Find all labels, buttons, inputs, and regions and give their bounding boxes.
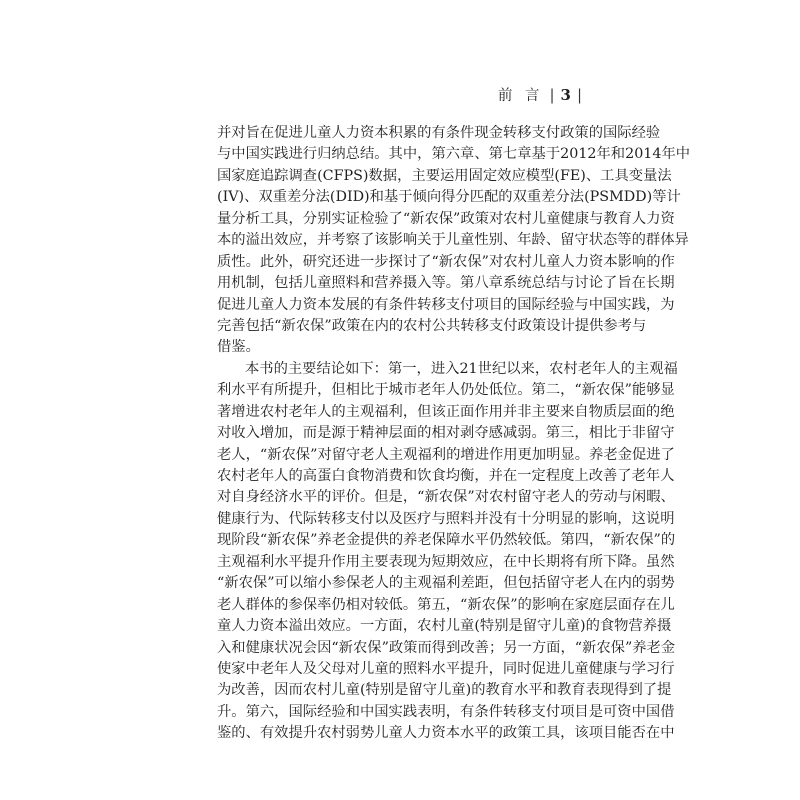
running-head — [498, 84, 582, 105]
page-number: 3 — [560, 85, 571, 104]
text-line: 本的溢出效应，并考察了该影响关于儿童性别、年龄、留守状态等的群体异 — [217, 232, 689, 249]
text-line: (IV)、双重差分法(DID)和基于倾向得分匹配的双重差分法(PSMDD)等计 — [217, 189, 681, 206]
text-line: 国家庭追踪调查(CFPS)数据，主要运用固定效应模型(FE)、工具变量法 — [217, 167, 672, 184]
text-line: 与中国实践进行归纳总结。其中，第六章、第七章基于2012年和2014年中 — [217, 146, 691, 163]
text-line: 主观福利水平提升作用主要表现为短期效应，在中长期将有所下降。虽然 — [217, 553, 675, 570]
text-line: 为改善，因而农村儿童(特别是留守儿童)的教育水平和教育表现得到了提 — [217, 682, 672, 699]
header-end-mark: | — [576, 85, 582, 104]
text-line: 入和健康状况会因“新农保”政策而得到改善；另一方面，“新农保”养老金 — [217, 639, 676, 656]
text-line: 促进儿童人力资本发展的有条件转移支付项目的国际经验与中国实践，为 — [217, 296, 675, 313]
text-line: “新农保”可以缩小参保老人的主观福利差距，但包括留守老人在内的弱势 — [217, 575, 675, 592]
text-line: 利水平有所提升，但相比于城市老年人仍处低位。第二，“新农保”能够显 — [217, 382, 675, 399]
text-line: 鉴的、有效提升农村弱势儿童人力资本水平的政策工具，该项目能否在中 — [217, 725, 675, 742]
text-line: 本书的主要结论如下：第一，进入21世纪以来，农村老年人的主观福 — [245, 360, 678, 377]
text-line: 现阶段“新农保”养老金提供的养老保障水平仍然较低。第四，“新农保”的 — [217, 532, 676, 549]
text-line: 量分析工具，分别实证检验了“新农保”政策对农村儿童健康与教育人力资 — [217, 210, 675, 227]
text-line: 老人，“新农保”对留守老人主观福利的增进作用更加明显。养老金促进了 — [217, 446, 675, 463]
text-line: 童人力资本溢出效应。一方面，农村儿童(特别是留守儿童)的食物营养摄 — [217, 618, 672, 635]
text-line: 对收入增加，而是源于精神层面的相对剥夺感减弱。第三，相比于非留守 — [217, 425, 675, 442]
text-line: 对自身经济水平的评价。但是，“新农保”对农村留守老人的劳动与闲暇、 — [217, 489, 675, 506]
text-line: 使家中老年人及父母对儿童的照料水平提升，同时促进儿童健康与学习行 — [217, 660, 675, 677]
header-separator: | — [549, 85, 555, 104]
text-line: 健康行为、代际转移支付以及医疗与照料并没有十分明显的影响，这说明 — [217, 510, 675, 527]
text-line: 质性。此外，研究还进一步探讨了“新农保”对农村儿童人力资本影响的作 — [217, 253, 675, 270]
text-line: 农村老年人的高蛋白食物消费和饮食均衡，并在一定程度上改善了老年人 — [217, 468, 675, 484]
text-line: 借鉴。 — [217, 339, 260, 356]
text-line: 升。第六，国际经验和中国实践表明，有条件转移支付项目是可资中国借 — [217, 703, 675, 720]
text-line: 完善包括“新农保”政策在内的农村公共转移支付政策设计提供参考与 — [217, 317, 647, 334]
text-line: 著增进农村老年人的主观福利，但该正面作用并非主要来自物质层面的绝 — [217, 403, 675, 420]
chapter-title: 前 言 — [497, 88, 544, 104]
text-line: 用机制，包括儿童照料和营养摄入等。第八章系统总结与讨论了旨在长期 — [217, 275, 675, 292]
body-text — [217, 123, 691, 745]
text-line: 老人群体的参保率仍相对较低。第五，“新农保”的影响在家庭层面存在儿 — [217, 596, 675, 613]
text-line: 并对旨在促进儿童人力资本积累的有条件现金转移支付政策的国际经验 — [217, 125, 661, 141]
